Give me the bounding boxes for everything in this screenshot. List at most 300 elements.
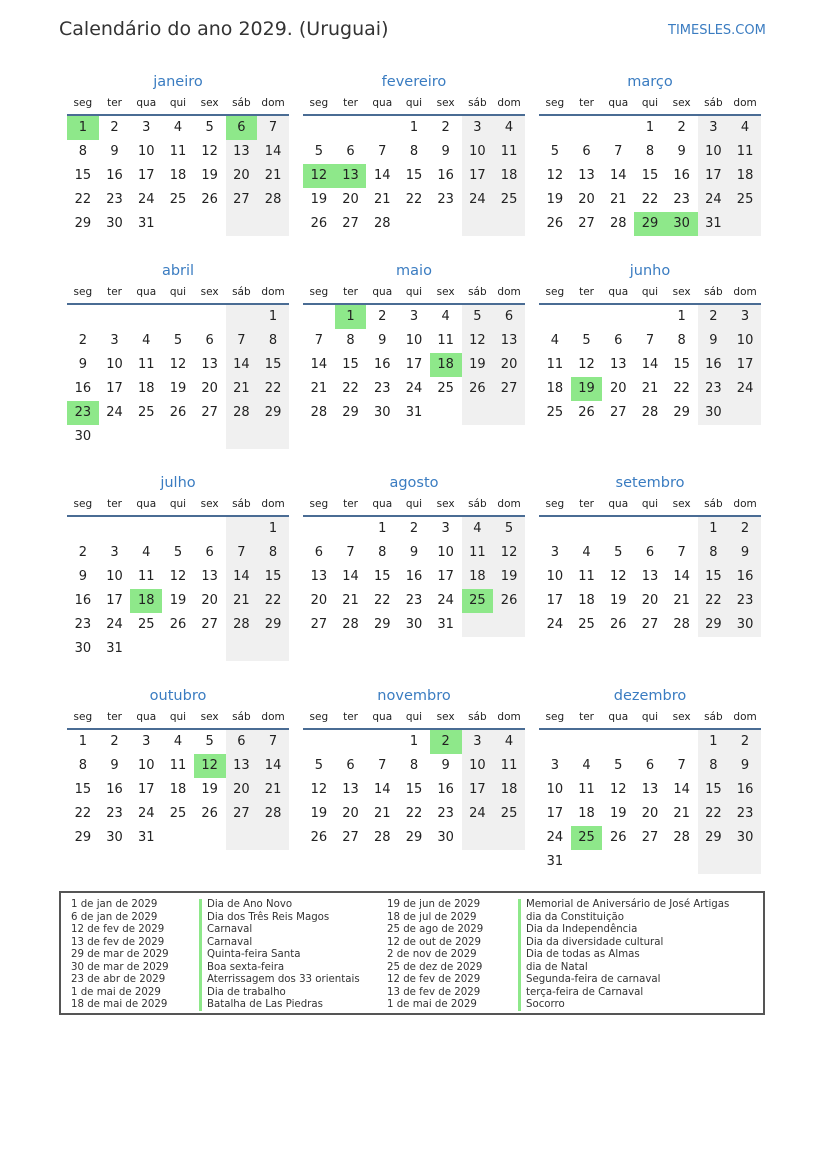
- day-cell: 13: [342, 782, 359, 797]
- day-cell: 23: [74, 617, 92, 632]
- week-row: [303, 589, 525, 613]
- holiday-day-cell: 25: [462, 589, 494, 613]
- day-cell: 4: [582, 758, 591, 773]
- day-cell: 15: [257, 565, 289, 589]
- day-cell: 12: [578, 357, 595, 372]
- day-cell: 18: [578, 806, 595, 821]
- weekday-header: [539, 93, 761, 116]
- day-cell: 23: [405, 593, 423, 608]
- day-cell: 2: [110, 120, 119, 135]
- holiday-day-cell: 30: [666, 212, 698, 236]
- weekday-label: qui: [169, 286, 187, 298]
- day-cell: 10: [137, 758, 155, 773]
- week-row: [67, 377, 289, 401]
- day-cell: 21: [673, 806, 690, 821]
- empty-day-cell: [257, 826, 289, 850]
- day-cell: 13: [609, 357, 627, 372]
- day-cell: 17: [137, 782, 155, 797]
- weekday-label: qua: [372, 711, 393, 723]
- day-cell: 27: [226, 802, 258, 826]
- day-cell: 9: [378, 333, 387, 348]
- empty-day-cell: [335, 730, 367, 754]
- day-cell: 1: [378, 521, 387, 536]
- empty-day-cell: [602, 305, 634, 329]
- month-abril: [67, 260, 289, 449]
- site-logo-link[interactable]: TIMESLES.COM: [668, 23, 766, 38]
- day-cell: 23: [729, 589, 761, 613]
- week-row: [67, 517, 289, 541]
- weekday-label: ter: [579, 97, 594, 109]
- day-cell: 12: [462, 329, 494, 353]
- empty-day-cell: [539, 730, 571, 754]
- day-cell: 16: [373, 357, 391, 372]
- week-row: [539, 541, 761, 565]
- day-cell: 22: [698, 802, 730, 826]
- empty-day-cell: [539, 116, 571, 140]
- day-cell: 20: [201, 593, 218, 608]
- empty-day-cell: [666, 517, 698, 541]
- day-cell: 6: [582, 144, 591, 159]
- day-cell: 18: [578, 593, 595, 608]
- week-row: [539, 826, 761, 850]
- week-row: [67, 401, 289, 425]
- day-cell: 16: [729, 565, 761, 589]
- empty-day-cell: [162, 517, 194, 541]
- empty-day-cell: [462, 613, 494, 637]
- day-cell: 16: [74, 593, 92, 608]
- day-cell: 30: [698, 401, 730, 425]
- day-cell: 2: [677, 120, 686, 135]
- day-cell: 24: [729, 377, 761, 401]
- week-row: [539, 730, 761, 754]
- month-name: dezembro: [613, 688, 687, 704]
- day-cell: 17: [106, 593, 123, 608]
- day-cell: 10: [106, 569, 123, 584]
- holiday-date: 13 de fev de 2029: [387, 986, 481, 998]
- empty-day-cell: [226, 212, 258, 236]
- day-cell: 3: [550, 758, 559, 773]
- empty-day-cell: [162, 425, 194, 449]
- weekday-label: qui: [169, 97, 187, 109]
- weekday-label: sex: [200, 498, 219, 510]
- holiday-date: 6 de jan de 2029: [71, 911, 158, 923]
- month-name: julho: [160, 475, 196, 491]
- empty-day-cell: [194, 517, 226, 541]
- month-novembro: [303, 685, 525, 850]
- day-cell: 10: [137, 144, 155, 159]
- day-cell: 28: [609, 216, 627, 231]
- weekday-label: sex: [200, 286, 219, 298]
- week-row: [303, 778, 525, 802]
- empty-day-cell: [493, 401, 525, 425]
- empty-day-cell: [130, 517, 162, 541]
- day-cell: 16: [405, 569, 423, 584]
- week-row: [539, 116, 761, 140]
- week-row: [539, 377, 761, 401]
- day-cell: 13: [226, 754, 258, 778]
- empty-day-cell: [99, 305, 131, 329]
- day-cell: 11: [437, 333, 454, 348]
- day-cell: 9: [729, 754, 761, 778]
- weekday-header: [67, 93, 289, 116]
- week-row: [67, 826, 289, 850]
- day-cell: 13: [201, 357, 218, 372]
- empty-day-cell: [634, 850, 666, 874]
- day-cell: 2: [409, 521, 419, 536]
- day-cell: 30: [74, 429, 92, 444]
- weekday-label: qua: [608, 286, 629, 298]
- holiday-day-cell: 12: [194, 754, 226, 778]
- day-cell: 20: [226, 778, 258, 802]
- weekday-label: qua: [608, 711, 629, 723]
- day-cell: 20: [226, 164, 258, 188]
- day-cell: 7: [677, 758, 686, 773]
- day-cell: 6: [614, 333, 623, 348]
- day-cell: 16: [437, 168, 454, 183]
- day-cell: 21: [226, 377, 258, 401]
- day-cell: 14: [257, 140, 289, 164]
- day-cell: 15: [74, 782, 92, 797]
- day-cell: 12: [609, 782, 627, 797]
- holiday-day-cell: 18: [130, 589, 162, 613]
- holiday-name: terça-feira de Carnaval: [526, 986, 644, 998]
- week-row: [303, 116, 525, 140]
- weekday-label: sex: [436, 286, 455, 298]
- empty-day-cell: [729, 212, 761, 236]
- week-row: [67, 802, 289, 826]
- empty-day-cell: [539, 517, 571, 541]
- week-row: [67, 541, 289, 565]
- day-cell: 16: [673, 168, 690, 183]
- empty-day-cell: [303, 305, 335, 329]
- weekday-label: seg: [545, 286, 565, 298]
- day-cell: 14: [226, 565, 258, 589]
- weekday-label: sáb: [468, 286, 487, 298]
- empty-day-cell: [303, 116, 335, 140]
- week-row: [539, 754, 761, 778]
- day-cell: 8: [677, 333, 686, 348]
- day-cell: 25: [546, 405, 564, 420]
- day-cell: 12: [201, 144, 218, 159]
- weekday-header: [539, 494, 761, 517]
- day-cell: 6: [645, 545, 655, 560]
- day-cell: 1: [257, 517, 289, 541]
- empty-day-cell: [162, 637, 194, 661]
- day-cell: 8: [645, 144, 655, 159]
- holiday-date: 2 de nov de 2029: [387, 949, 477, 960]
- day-cell: 5: [173, 545, 183, 560]
- day-cell: 1: [645, 120, 655, 135]
- week-row: [67, 164, 289, 188]
- weekday-label: qui: [641, 711, 659, 723]
- day-cell: 22: [405, 192, 423, 207]
- day-cell: 22: [74, 806, 92, 821]
- holiday-name: Quinta-feira Santa: [207, 949, 301, 960]
- day-cell: 9: [441, 144, 450, 159]
- week-row: [303, 802, 525, 826]
- day-cell: 4: [173, 734, 183, 749]
- holiday-date: 29 de mar de 2029: [71, 949, 169, 960]
- holiday-name: Aterrissagem dos 33 orientais: [207, 974, 360, 985]
- day-cell: 31: [137, 830, 155, 845]
- day-cell: 14: [373, 782, 391, 797]
- weekday-label: qua: [136, 286, 157, 298]
- weekday-label: qui: [169, 498, 187, 510]
- weekday-label: sex: [672, 711, 691, 723]
- day-cell: 12: [546, 168, 564, 183]
- day-cell: 20: [310, 593, 328, 608]
- weekday-label: qui: [405, 97, 423, 109]
- empty-day-cell: [462, 826, 494, 850]
- day-cell: 24: [546, 830, 564, 845]
- day-cell: 15: [641, 168, 659, 183]
- day-cell: 5: [614, 758, 623, 773]
- day-cell: 30: [106, 830, 123, 845]
- day-cell: 22: [342, 381, 359, 396]
- day-cell: 17: [698, 164, 730, 188]
- day-cell: 12: [609, 569, 627, 584]
- holiday-name: Dia de trabalho: [207, 986, 286, 998]
- week-row: [67, 353, 289, 377]
- empty-day-cell: [194, 212, 226, 236]
- weekday-label: ter: [343, 97, 358, 109]
- empty-day-cell: [257, 637, 289, 661]
- holiday-names-left: [207, 899, 360, 1012]
- weekday-label: sáb: [704, 286, 723, 298]
- day-cell: 3: [462, 730, 494, 754]
- day-cell: 15: [698, 565, 730, 589]
- day-cell: 28: [342, 617, 359, 632]
- week-row: [67, 565, 289, 589]
- weekday-header: [303, 494, 525, 517]
- empty-day-cell: [634, 305, 666, 329]
- day-cell: 31: [546, 854, 564, 869]
- day-cell: 21: [641, 381, 659, 396]
- weekday-header: [539, 282, 761, 305]
- month-maio: [303, 260, 525, 425]
- day-cell: 3: [110, 545, 119, 560]
- day-cell: 26: [201, 806, 218, 821]
- weekday-label: seg: [73, 286, 93, 298]
- day-cell: 17: [106, 381, 123, 396]
- day-cell: 2: [698, 305, 730, 329]
- day-cell: 5: [173, 333, 183, 348]
- day-cell: 25: [578, 617, 595, 632]
- day-cell: 20: [641, 593, 659, 608]
- day-cell: 7: [257, 116, 289, 140]
- empty-day-cell: [366, 730, 398, 754]
- empty-day-cell: [335, 116, 367, 140]
- day-cell: 14: [310, 357, 328, 372]
- day-cell: 7: [378, 144, 387, 159]
- day-cell: 4: [493, 730, 525, 754]
- day-cell: 8: [78, 144, 87, 159]
- empty-day-cell: [602, 517, 634, 541]
- day-cell: 11: [493, 754, 525, 778]
- day-cell: 25: [137, 617, 155, 632]
- weekday-label: qui: [405, 286, 423, 298]
- day-cell: 24: [462, 802, 494, 826]
- day-cell: 26: [169, 617, 187, 632]
- day-cell: 1: [257, 305, 289, 329]
- day-cell: 25: [729, 188, 761, 212]
- day-cell: 7: [226, 329, 258, 353]
- holiday-name: Carnaval: [207, 936, 253, 948]
- day-cell: 24: [437, 593, 454, 608]
- day-cell: 28: [673, 617, 690, 632]
- weekday-label: qui: [405, 711, 423, 723]
- day-cell: 24: [405, 381, 423, 396]
- day-cell: 29: [257, 401, 289, 425]
- weekday-label: dom: [261, 286, 285, 298]
- empty-day-cell: [130, 425, 162, 449]
- day-cell: 19: [609, 806, 627, 821]
- day-cell: 23: [373, 381, 391, 396]
- day-cell: 5: [205, 120, 214, 135]
- day-cell: 24: [137, 192, 155, 207]
- weekday-header: [539, 707, 761, 730]
- day-cell: 7: [314, 333, 323, 348]
- day-cell: 15: [405, 782, 423, 797]
- day-cell: 7: [614, 144, 623, 159]
- empty-day-cell: [303, 517, 335, 541]
- holiday-date: 1 de mai de 2029: [71, 986, 161, 998]
- day-cell: 28: [641, 405, 659, 420]
- weekday-header: [67, 494, 289, 517]
- day-cell: 30: [74, 641, 92, 656]
- day-cell: 11: [578, 569, 595, 584]
- week-row: [539, 589, 761, 613]
- weekday-label: sex: [436, 498, 455, 510]
- holiday-names-right: [526, 899, 729, 1012]
- day-cell: 30: [437, 830, 454, 845]
- day-cell: 14: [641, 357, 659, 372]
- week-row: [539, 329, 761, 353]
- day-cell: 11: [493, 140, 525, 164]
- empty-day-cell: [571, 305, 603, 329]
- day-cell: 9: [409, 545, 419, 560]
- day-cell: 19: [169, 381, 187, 396]
- week-row: [539, 164, 761, 188]
- weekday-label: dom: [497, 498, 521, 510]
- week-row: [539, 517, 761, 541]
- holiday-name: Memorial de Aniversário de José Artigas: [526, 899, 730, 910]
- day-cell: 13: [201, 569, 218, 584]
- weekday-label: seg: [73, 711, 93, 723]
- holiday-day-cell: 1: [335, 305, 367, 329]
- day-cell: 2: [78, 333, 87, 348]
- week-row: [539, 802, 761, 826]
- day-cell: 23: [437, 806, 454, 821]
- day-cell: 28: [673, 830, 690, 845]
- holiday-day-cell: 2: [430, 730, 462, 754]
- day-cell: 19: [201, 782, 218, 797]
- day-cell: 29: [74, 830, 92, 845]
- week-row: [539, 353, 761, 377]
- weekday-label: ter: [107, 498, 122, 510]
- holiday-dates-left: [71, 899, 169, 1012]
- empty-day-cell: [130, 305, 162, 329]
- holiday-name: dia da Constituição: [526, 911, 625, 923]
- day-cell: 4: [462, 517, 494, 541]
- holiday-date: 23 de abr de 2029: [71, 974, 166, 985]
- weekday-label: qui: [169, 711, 187, 723]
- day-cell: 18: [169, 168, 187, 183]
- day-cell: 13: [310, 569, 328, 584]
- day-cell: 3: [729, 305, 761, 329]
- week-row: [539, 212, 761, 236]
- weekday-label: qua: [372, 97, 393, 109]
- day-cell: 22: [641, 192, 659, 207]
- day-cell: 11: [578, 782, 595, 797]
- holiday-date: 12 de fev de 2029: [71, 924, 165, 935]
- day-cell: 15: [698, 778, 730, 802]
- day-cell: 26: [462, 377, 494, 401]
- day-cell: 9: [110, 758, 119, 773]
- weekday-label: dom: [733, 498, 757, 510]
- week-row: [67, 140, 289, 164]
- day-cell: 28: [257, 802, 289, 826]
- week-row: [539, 188, 761, 212]
- week-row: [303, 401, 525, 425]
- weekday-label: sáb: [232, 498, 251, 510]
- day-cell: 11: [169, 144, 187, 159]
- empty-day-cell: [571, 517, 603, 541]
- holiday-date: 1 de jan de 2029: [71, 899, 158, 910]
- day-cell: 29: [673, 405, 690, 420]
- weekday-label: sáb: [232, 286, 251, 298]
- day-cell: 18: [169, 782, 187, 797]
- day-cell: 8: [698, 754, 730, 778]
- day-cell: 11: [729, 140, 761, 164]
- day-cell: 3: [142, 734, 151, 749]
- day-cell: 16: [729, 778, 761, 802]
- day-cell: 19: [462, 353, 494, 377]
- day-cell: 18: [462, 565, 494, 589]
- empty-day-cell: [162, 826, 194, 850]
- day-cell: 10: [437, 545, 454, 560]
- day-cell: 20: [609, 381, 627, 396]
- day-cell: 30: [729, 826, 761, 850]
- day-cell: 20: [342, 192, 359, 207]
- empty-day-cell: [493, 613, 525, 637]
- week-row: [303, 164, 525, 188]
- day-cell: 19: [493, 565, 525, 589]
- day-cell: 13: [226, 140, 258, 164]
- week-row: [303, 305, 525, 329]
- day-cell: 8: [409, 758, 419, 773]
- day-cell: 29: [342, 405, 359, 420]
- weekday-header: [303, 707, 525, 730]
- week-row: [303, 826, 525, 850]
- day-cell: 1: [677, 309, 686, 324]
- empty-day-cell: [666, 850, 698, 874]
- day-cell: 5: [205, 734, 214, 749]
- day-cell: 24: [698, 188, 730, 212]
- day-cell: 30: [405, 617, 423, 632]
- day-cell: 8: [378, 545, 387, 560]
- weekday-label: ter: [107, 711, 122, 723]
- week-row: [67, 589, 289, 613]
- day-cell: 9: [78, 357, 87, 372]
- day-cell: 5: [550, 144, 559, 159]
- day-cell: 12: [493, 541, 525, 565]
- week-row: [67, 329, 289, 353]
- day-cell: 2: [441, 120, 450, 135]
- day-cell: 13: [493, 329, 525, 353]
- day-cell: 3: [698, 116, 730, 140]
- empty-day-cell: [398, 212, 430, 236]
